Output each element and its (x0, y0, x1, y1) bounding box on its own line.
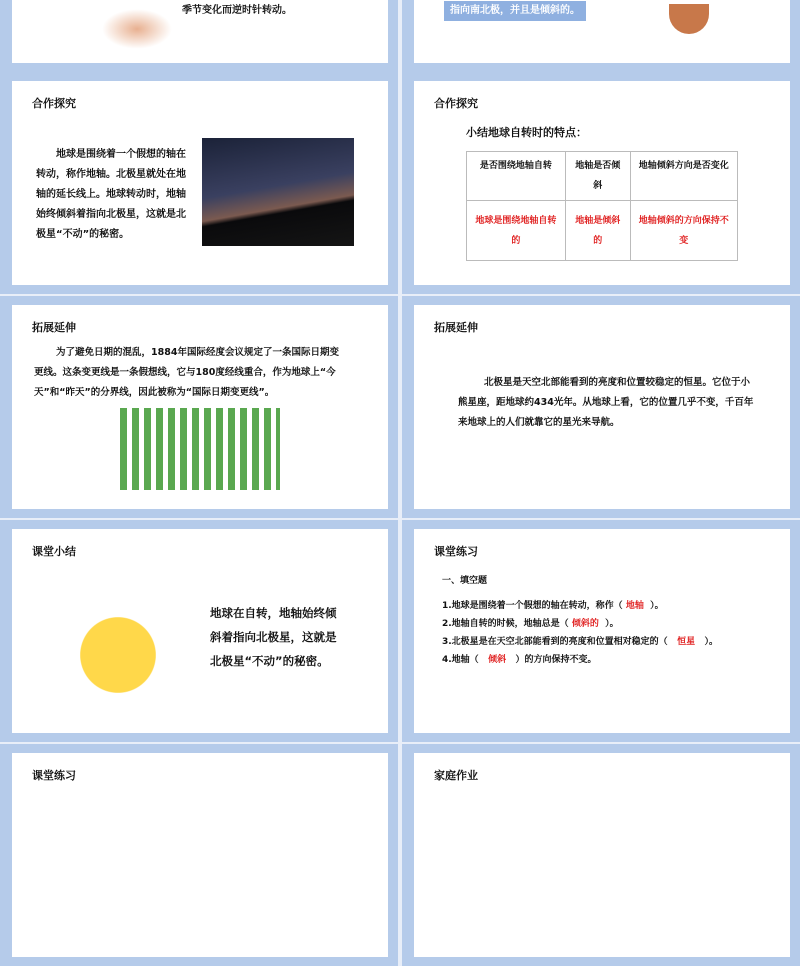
slide-title: 拓展延伸 (434, 321, 478, 334)
table-header: 地轴是否倾斜 (565, 152, 630, 201)
slide-subtitle: 小结地球自转时的特点： (466, 126, 587, 139)
slide-text: 指向南北极，并且是倾斜的。 (444, 1, 586, 21)
slide-thumb-4[interactable] (402, 72, 800, 294)
slide-thumb-10[interactable] (402, 744, 800, 966)
slide-title: 合作探究 (434, 97, 478, 110)
slide-body: 地球在自转，地轴始终倾斜着指向北极星，这就是北极星“不动”的秘密。 (210, 606, 337, 668)
slide-thumb-9[interactable] (0, 744, 398, 966)
illustration (102, 9, 172, 49)
slide-title: 课堂练习 (434, 545, 478, 558)
slide-thumb-5[interactable] (0, 296, 398, 518)
question-2: 2.地轴自转的时候，地轴总是（ 倾斜的 ）。 (442, 619, 619, 629)
astronaut-illustration (52, 589, 172, 699)
table-cell: 地球是围绕地轴自转的 (467, 201, 566, 261)
slide-thumb-7[interactable] (0, 520, 398, 742)
question-4: 4.地轴（ 倾斜 ）的方向保持不变。 (442, 655, 597, 665)
slide-title: 课堂小结 (32, 545, 76, 558)
question-1: 1.地球是围绕着一个假想的轴在转动，称作（ 地轴 ）。 (442, 601, 664, 611)
slide-thumb-6[interactable] (402, 296, 800, 518)
slide-title: 合作探究 (32, 97, 76, 110)
table-header: 地轴倾斜方向是否变化 (630, 152, 737, 201)
question-3: 3.北极星是在天空北部能看到的亮度和位置相对稳定的（ 恒星 ）。 (442, 637, 719, 647)
slide-title: 家庭作业 (434, 769, 478, 782)
night-sky-image (202, 138, 354, 246)
globe-stand-image (669, 4, 709, 34)
table-header: 是否围绕地轴自转 (467, 152, 566, 201)
slide-thumb-8[interactable] (402, 520, 800, 742)
slide-body: 北极星是天空北部能看到的亮度和位置较稳定的恒星。它位于小熊星座，距地球约434光年。从地球上看，它的位置几乎不变，千百年来地球上的人们就靠它的星光来导航。 (458, 377, 754, 428)
table-cell: 地轴倾斜的方向保持不变 (630, 201, 737, 261)
world-map-image (120, 408, 280, 490)
question-list (442, 597, 718, 669)
slide-body: 为了避免日期的混乱，1884年国际经度会议规定了一条国际日期变更线。这条变更线是一条假想线，它与180度经线重合，作为地球上“今天”和“昨天”的分界线，因此被称为“国际日期变更线”。 (34, 347, 339, 398)
table-cell: 地轴是倾斜的 (565, 201, 630, 261)
slide-title: 课堂练习 (32, 769, 76, 782)
section-heading: 一、填空题 (442, 576, 488, 586)
slide-thumb-3[interactable] (0, 72, 398, 294)
slide-title: 拓展延伸 (32, 321, 76, 334)
slide-text: 季节变化而逆时针转动。 (182, 5, 292, 16)
slide-thumb-1[interactable] (0, 0, 398, 72)
slide-thumb-2[interactable] (402, 0, 800, 72)
slide-body: 地球是围绕着一个假想的轴在转动，称作地轴。北极星就处在地轴的延长线上。地球转动时，地轴始终倾斜着指向北极星，这就是北极星“不动”的秘密。 (36, 149, 186, 240)
features-table (466, 151, 738, 261)
